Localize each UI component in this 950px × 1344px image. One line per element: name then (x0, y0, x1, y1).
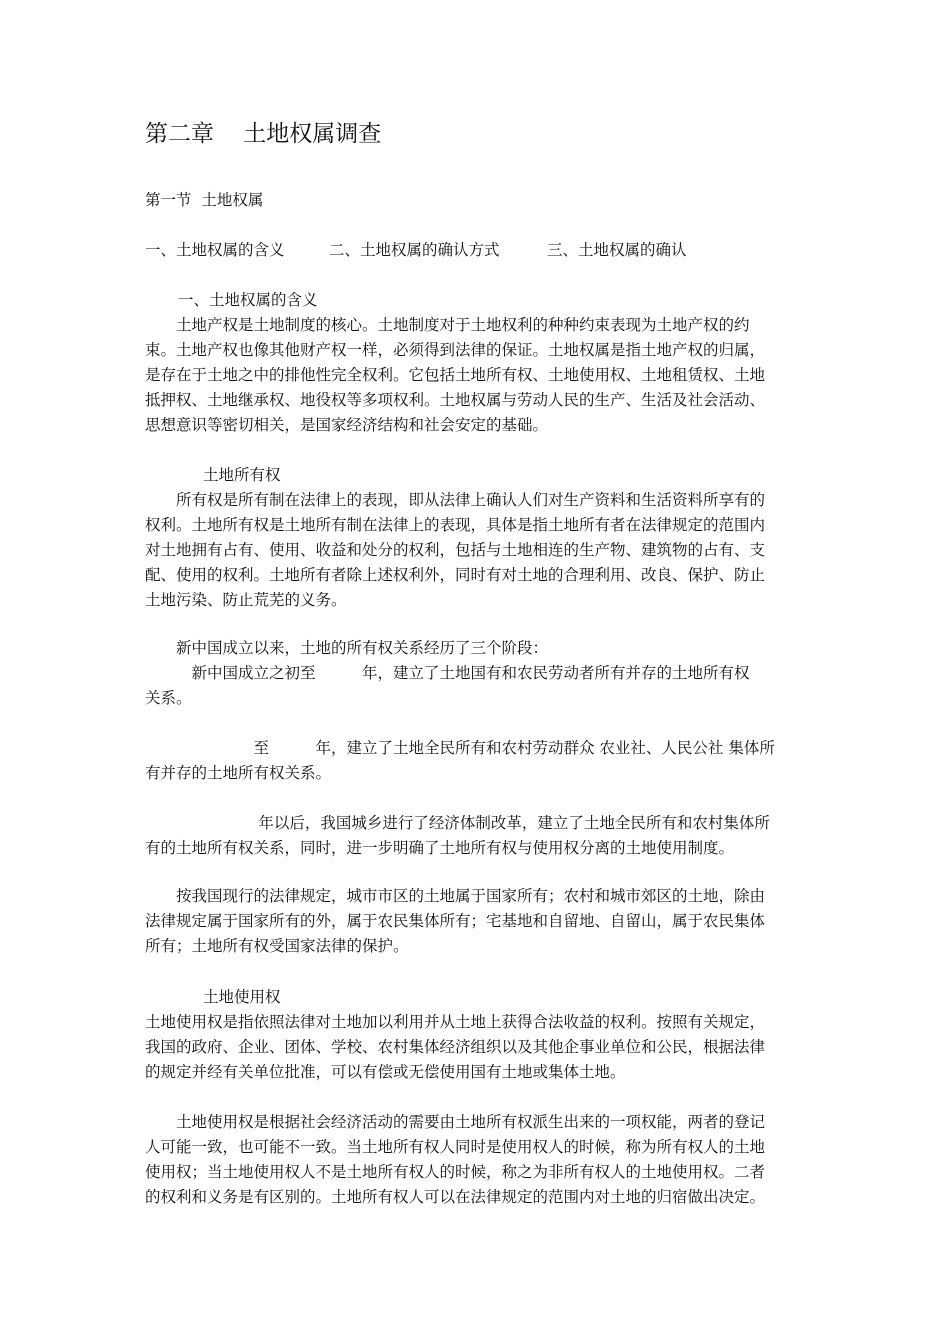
text-line: 的规定并经有关单位批准，可以有偿或无偿使用国有土地或集体土地。 (145, 1063, 626, 1081)
outline-item: 三、土地权属的确认 (547, 241, 687, 259)
text-line: 是存在于土地之中的排他性完全权利。它包括土地所有权、土地使用权、土地租赁权、土地 (145, 366, 766, 384)
text-line: 关系。 (145, 689, 192, 707)
text-line: 思想意识等密切相关，是国家经济结构和社会安定的基础。 (145, 416, 549, 434)
text-line: 有并存的土地所有权关系。 (145, 764, 332, 782)
text-line: 人可能一致，也可能不一致。当土地所有权人同时是使用权人的时候，称为所有权人的土地 (145, 1138, 766, 1156)
text-line: 土地使用权是指依照法律对土地加以利用并从土地上获得合法收益的权利。按照有关规定， (145, 1013, 766, 1031)
paragraph-stage-two (145, 736, 810, 786)
text-line: 束。土地产权也像其他财产权一样，必须得到法律的保证。土地权属是指土地产权的归属， (145, 341, 766, 359)
subsection-heading: 一、土地权属的含义 (178, 291, 318, 309)
section-outline (145, 238, 687, 263)
text-line: 我国的政府、企业、团体、学校、农村集体经济组织以及其他企事业单位和公民，根据法律 (145, 1038, 766, 1056)
paragraph-use-vs-ownership (145, 1110, 810, 1210)
chapter-title: 第二章 土地权属调查 (145, 121, 382, 147)
text-line: 所有权是所有制在法律上的表现，即从法律上确认人们对生产资料和生活资料所享有的 (145, 491, 766, 509)
paragraph-use-right (145, 1010, 810, 1085)
paragraph-current-law (145, 884, 810, 959)
outline-item: 一、土地权属的含义 (145, 241, 285, 259)
text-line: 至 年，建立了土地全民所有和农村劳动群众 农业社、人民公社 集体所 (145, 739, 775, 757)
subsection-heading-ownership: 土地所有权 (203, 466, 281, 484)
text-line: 使用权；当土地使用权人不是土地所有权人的时候，称之为非所有权人的土地使用权。二者 (145, 1163, 766, 1181)
text-line: 对土地拥有占有、使用、收益和处分的权利，包括与土地相连的生产物、建筑物的占有、支 (145, 541, 766, 559)
text-line: 的权利和义务是有区别的。土地所有权人可以在法律规定的范围内对土地的归宿做出决定。 (145, 1188, 766, 1206)
paragraph-stage-three (145, 811, 810, 861)
text-line: 有的土地所有权关系，同时，进一步明确了土地所有权与使用权分离的土地使用制度。 (145, 839, 735, 857)
text-line: 土地污染、防止荒芜的义务。 (145, 591, 347, 609)
paragraph-property-rights (145, 313, 810, 438)
text-line: 法律规定属于国家所有的外，属于农民集体所有；宅基地和自留地、自留山，属于农民集体 (145, 912, 766, 930)
paragraph-stage-one (145, 661, 810, 711)
text-line: 权利。土地所有权是土地所有制在法律上的表现，具体是指土地所有者在法律规定的范围内 (145, 516, 766, 534)
text-line: 所有；土地所有权受国家法律的保护。 (145, 937, 409, 955)
section-title: 第一节 土地权属 (145, 191, 264, 209)
text-line: 土地使用权是根据社会经济活动的需要由土地所有权派生出来的一项权能，两者的登记 (145, 1113, 766, 1131)
text-line: 抵押权、土地继承权、地役权等多项权利。土地权属与劳动人民的生产、生活及社会活动、 (145, 391, 766, 409)
outline-item: 二、土地权属的确认方式 (329, 241, 500, 259)
text-line: 土地产权是土地制度的核心。土地制度对于土地权利的种种约束表现为土地产权的约 (145, 316, 750, 334)
text-line: 配、使用的权利。土地所有者除上述权利外，同时有对土地的合理利用、改良、保护、防止 (145, 566, 766, 584)
text-line: 新中国成立之初至 年，建立了土地国有和农民劳动者所有并存的土地所有权 (145, 664, 750, 682)
paragraph-three-stages (145, 636, 810, 661)
text-line: 按我国现行的法律规定，城市市区的土地属于国家所有；农村和城市郊区的土地，除由 (145, 887, 766, 905)
paragraph-ownership (145, 488, 810, 613)
text-line: 年以后，我国城乡进行了经济体制改革，建立了土地全民所有和农村集体所 (145, 814, 770, 832)
subsection-heading-use-right: 土地使用权 (203, 988, 281, 1006)
text-line: 新中国成立以来，土地的所有权关系经历了三个阶段： (145, 639, 549, 657)
